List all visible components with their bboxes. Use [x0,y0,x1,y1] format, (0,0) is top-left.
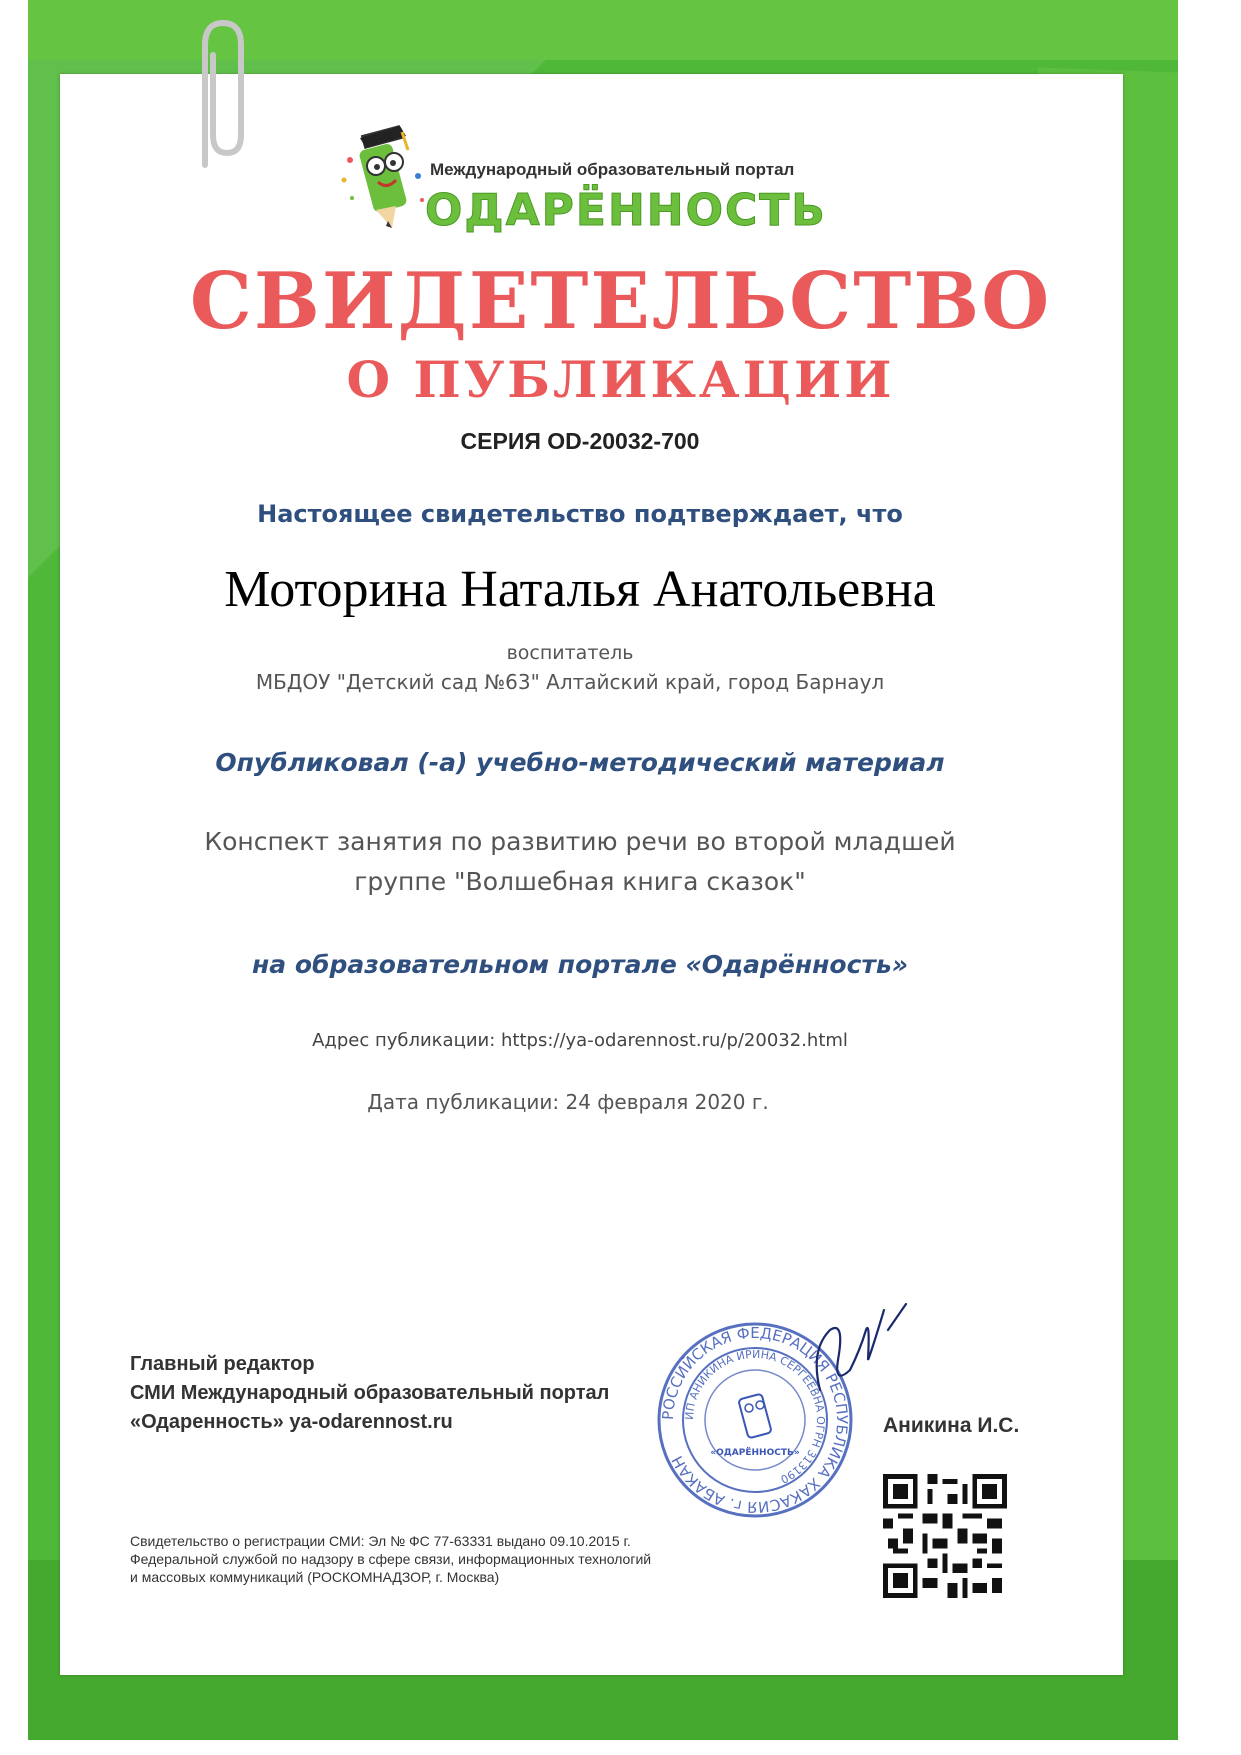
confirmation-text: Настоящее свидетельство подтверждает, что [257,500,903,528]
publication-date: Дата публикации: 24 февраля 2020 г. [367,1090,769,1114]
editor-line: СМИ Международный образовательный портал [130,1382,610,1404]
editor-line: «Одаренность» ya-odarennost.ru [130,1411,453,1433]
registration-line: Свидетельство о регистрации СМИ: Эл № ФС 77-63331 выдано 09.10.2015 г. [130,1533,631,1549]
stamp-inner-text: ИП АНИКИНА ИРИНА СЕРГЕЕВНА ОГРН 313190 [682,1347,828,1486]
pencil-mascot-logo-icon [330,120,440,240]
registration-line: и массовых коммуникаций (РОСКОМНАДЗОР, г. Москва) [130,1569,500,1585]
certificate-subtitle: О ПУБЛИКАЦИИ [346,350,895,409]
material-title-line: группе "Волшебная книга сказок" [354,867,806,896]
recipient-organization: МБДОУ "Детский сад №63" Алтайский край, город Барнаул [255,670,885,694]
signer-name: Аникина И.С. [883,1414,1020,1437]
registration-line: Федеральной службой по надзору в сфере связи, информационных технологий [130,1551,652,1567]
recipient-position: воспитатель [506,642,634,664]
publication-address: Адрес публикации: https://ya-odarennost.ru/p/20032.html [312,1030,848,1051]
material-title [100,822,1060,902]
published-label: Опубликовал (-а) учебно-методический материал [215,748,945,777]
stamp-outer-text: РОССИЙСКАЯ ФЕДЕРАЦИЯ РЕСПУБЛИКА ХАКАСИЯ г. АБАКАН [658,1323,852,1517]
editor-line: Главный редактор [130,1353,315,1375]
chief-editor-block [130,1350,609,1437]
handwritten-signature-icon [800,1290,920,1410]
certificate-series: СЕРИЯ OD-20032-700 [460,428,700,454]
media-registration-block [130,1532,651,1586]
recipient-name: Моторина Наталья Анатольевна [224,561,936,618]
stamp-center-text: «ОДАРЁННОСТЬ» [710,1448,800,1458]
paper-clip-icon [185,15,255,175]
material-title-line: Конспект занятия по развитию речи во второй младшей [204,827,956,856]
brand-name-logo-text: ОДАРЁННОСТЬ [425,185,827,236]
certificate-title: СВИДЕТЕЛЬСТВО [189,256,1052,347]
qr-code-icon [883,1474,1007,1598]
portal-phrase: на образовательном портале «Одарённость» [252,950,908,979]
portal-caption: Международный образовательный портал [430,160,795,179]
